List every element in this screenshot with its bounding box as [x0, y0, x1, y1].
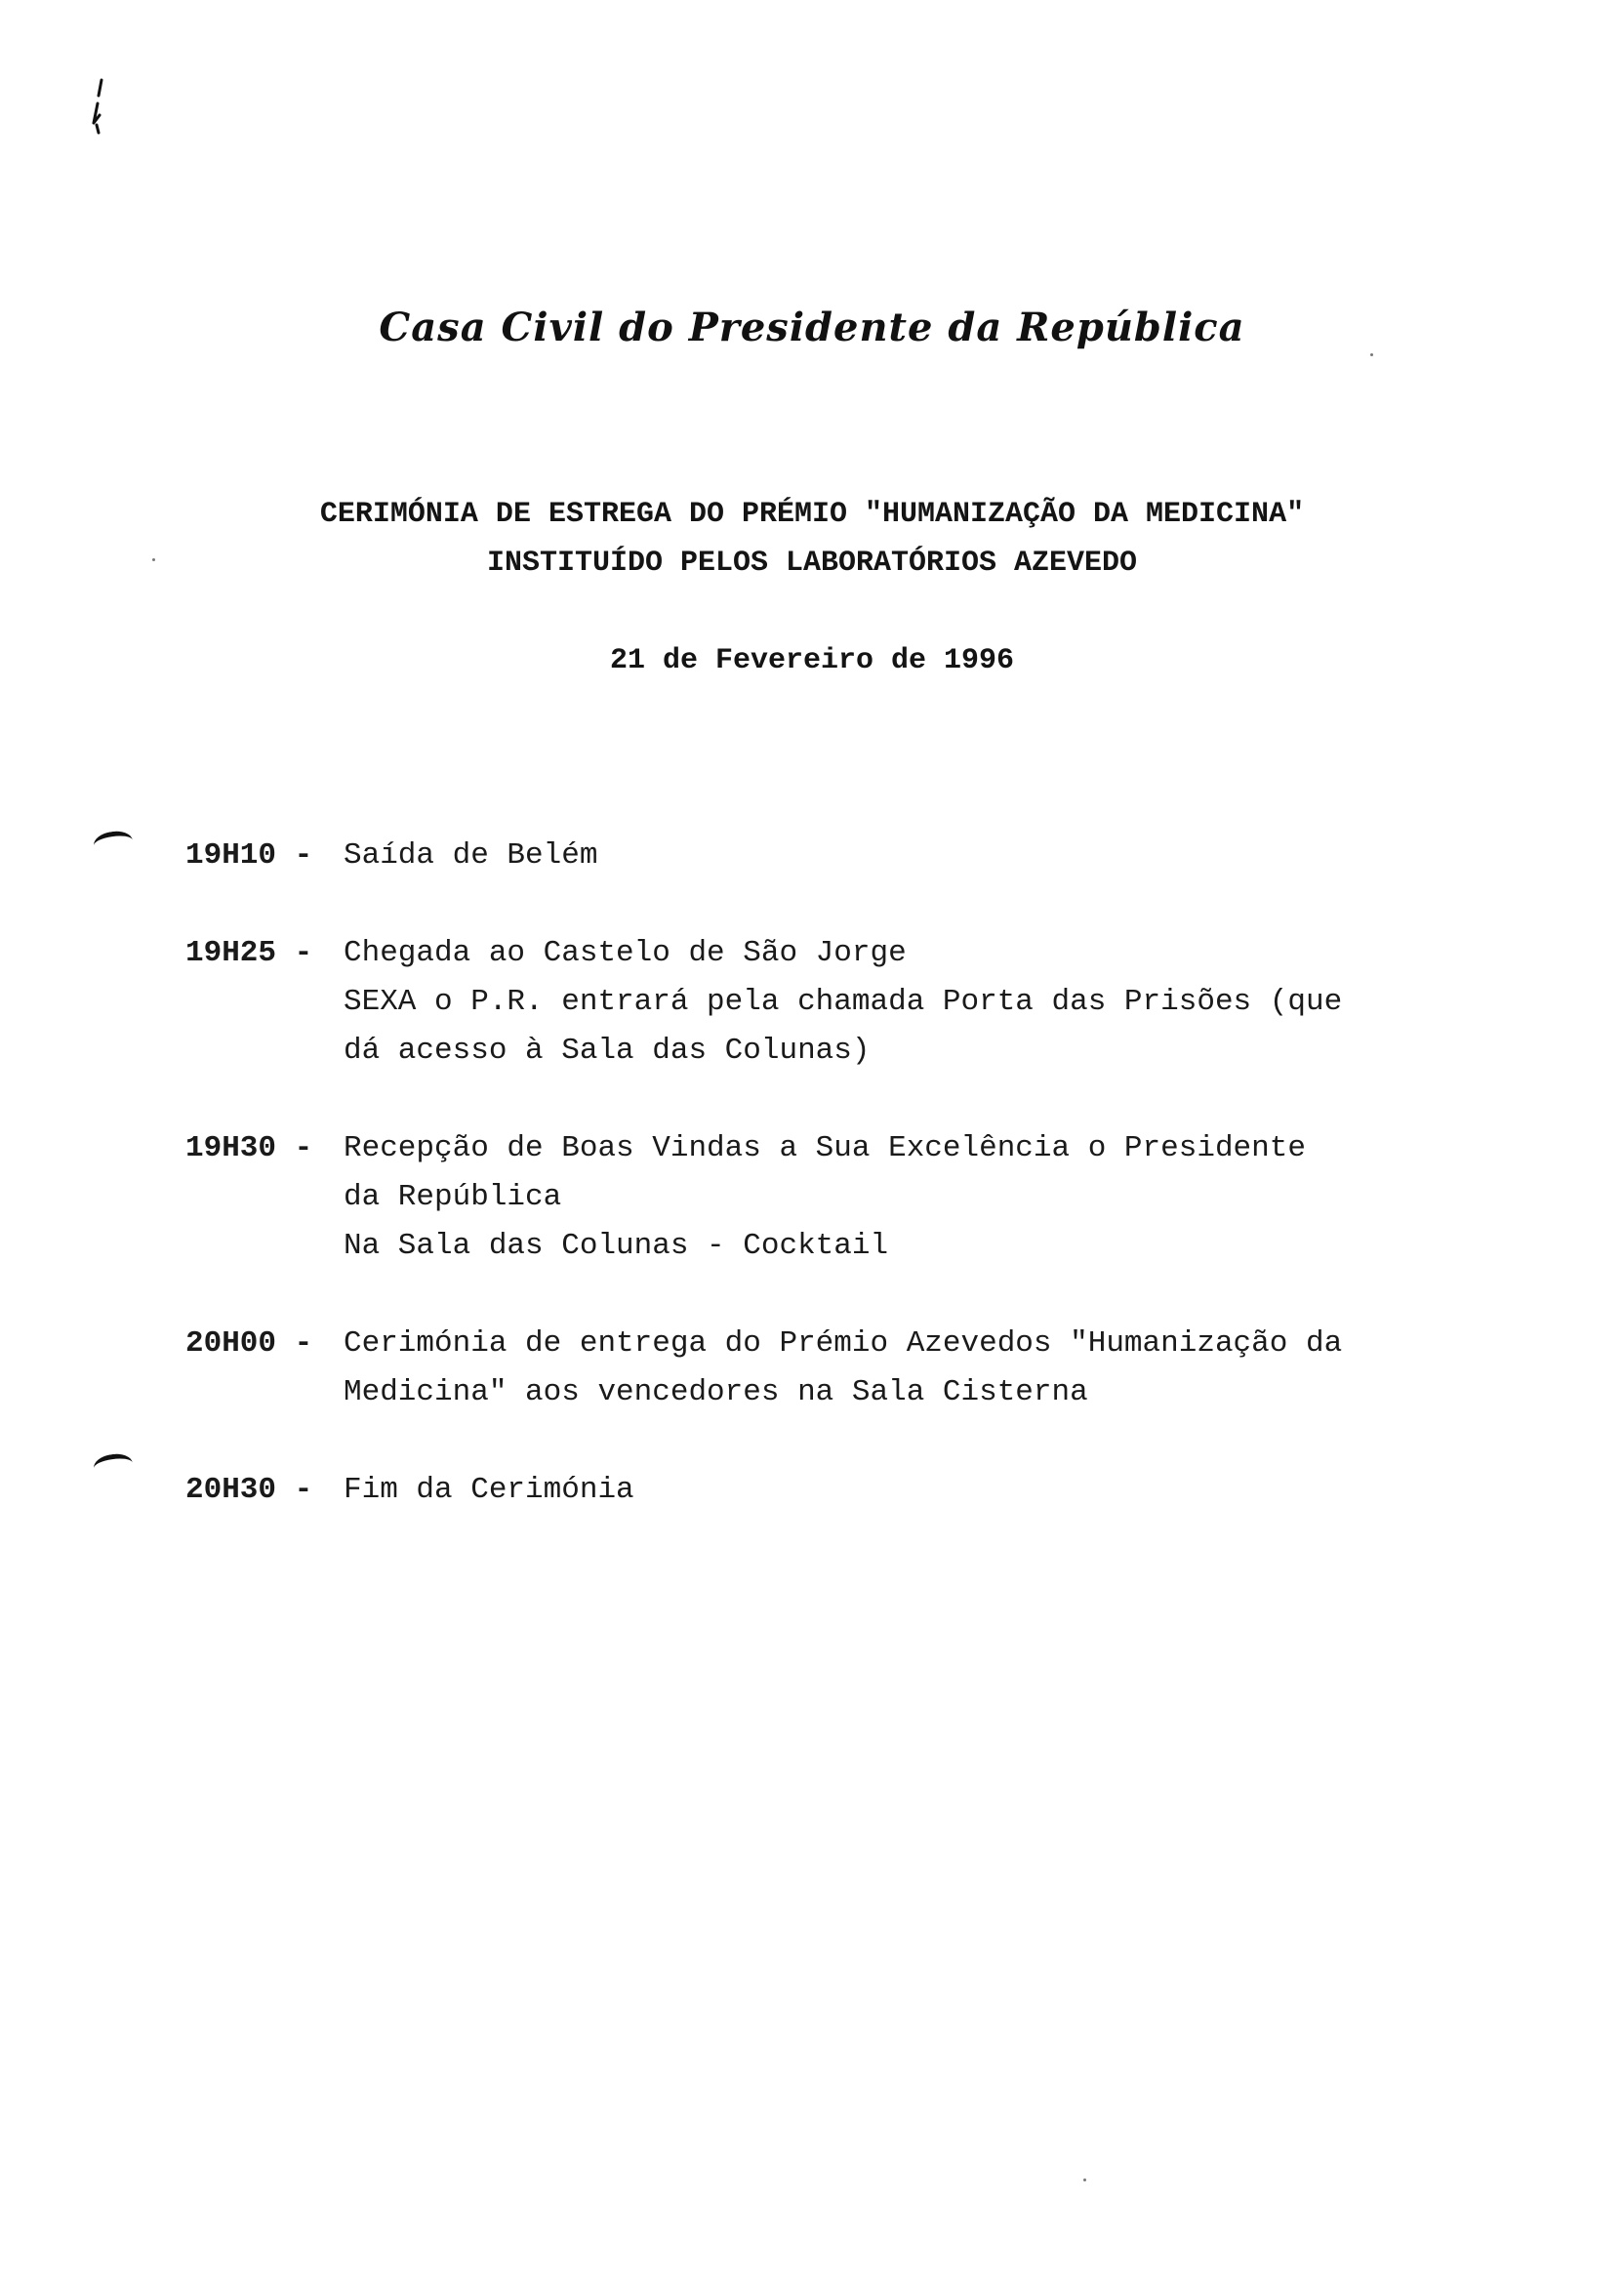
margin-arc-mark-icon: [93, 829, 135, 856]
letterhead-text: Casa Civil do Presidente da República: [379, 305, 1245, 350]
scan-speck: [152, 558, 155, 561]
schedule-time: 19H25 -: [185, 936, 313, 970]
schedule-time: 20H00 -: [185, 1326, 313, 1361]
schedule-item: [185, 832, 1474, 880]
scan-speck: [1370, 353, 1373, 356]
document-title: [0, 490, 1624, 588]
schedule-text: Chegada ao Castelo de São Jorge: [344, 936, 907, 970]
schedule-time: 19H10 -: [185, 838, 313, 873]
schedule-text: Recepção de Boas Vindas a Sua Excelência o Presidente: [344, 1131, 1306, 1165]
schedule-item: [185, 1124, 1474, 1271]
schedule-item: [185, 929, 1474, 1076]
schedule-item: [185, 1320, 1474, 1417]
schedule-item: [185, 1466, 1474, 1515]
schedule-text: Cerimónia de entrega do Prémio Azevedos "Humanização da: [344, 1326, 1343, 1361]
schedule-text: Saída de Belém: [344, 838, 598, 873]
scan-speck: [1083, 2178, 1086, 2181]
schedule-time: 20H30 -: [185, 1473, 313, 1507]
margin-arc-mark-icon: [93, 1451, 135, 1479]
handwritten-mark-icon: [88, 76, 111, 144]
event-date: 21 de Fevereiro de 1996: [609, 644, 1015, 677]
schedule-text: Medicina" aos vencedores na Sala Cisterna: [344, 1375, 1088, 1409]
schedule-text: Fim da Cerimónia: [344, 1473, 634, 1507]
schedule-time: 19H30 -: [185, 1131, 313, 1165]
letterhead: [0, 305, 1624, 350]
title-line-2: INSTITUÍDO PELOS LABORATÓRIOS AZEVEDO: [486, 547, 1138, 580]
schedule-text: Na Sala das Colunas - Cocktail: [344, 1229, 889, 1263]
title-line-1: CERIMÓNIA DE ESTREGA DO PRÉMIO "HUMANIZAÇÃO DA MEDICINA": [319, 498, 1305, 531]
schedule-text: dá acesso à Sala das Colunas): [344, 1034, 871, 1068]
schedule-text: SEXA o P.R. entrará pela chamada Porta das Prisões (que: [344, 985, 1343, 1019]
schedule-list: [185, 832, 1474, 1564]
schedule-text: da República: [344, 1180, 562, 1214]
